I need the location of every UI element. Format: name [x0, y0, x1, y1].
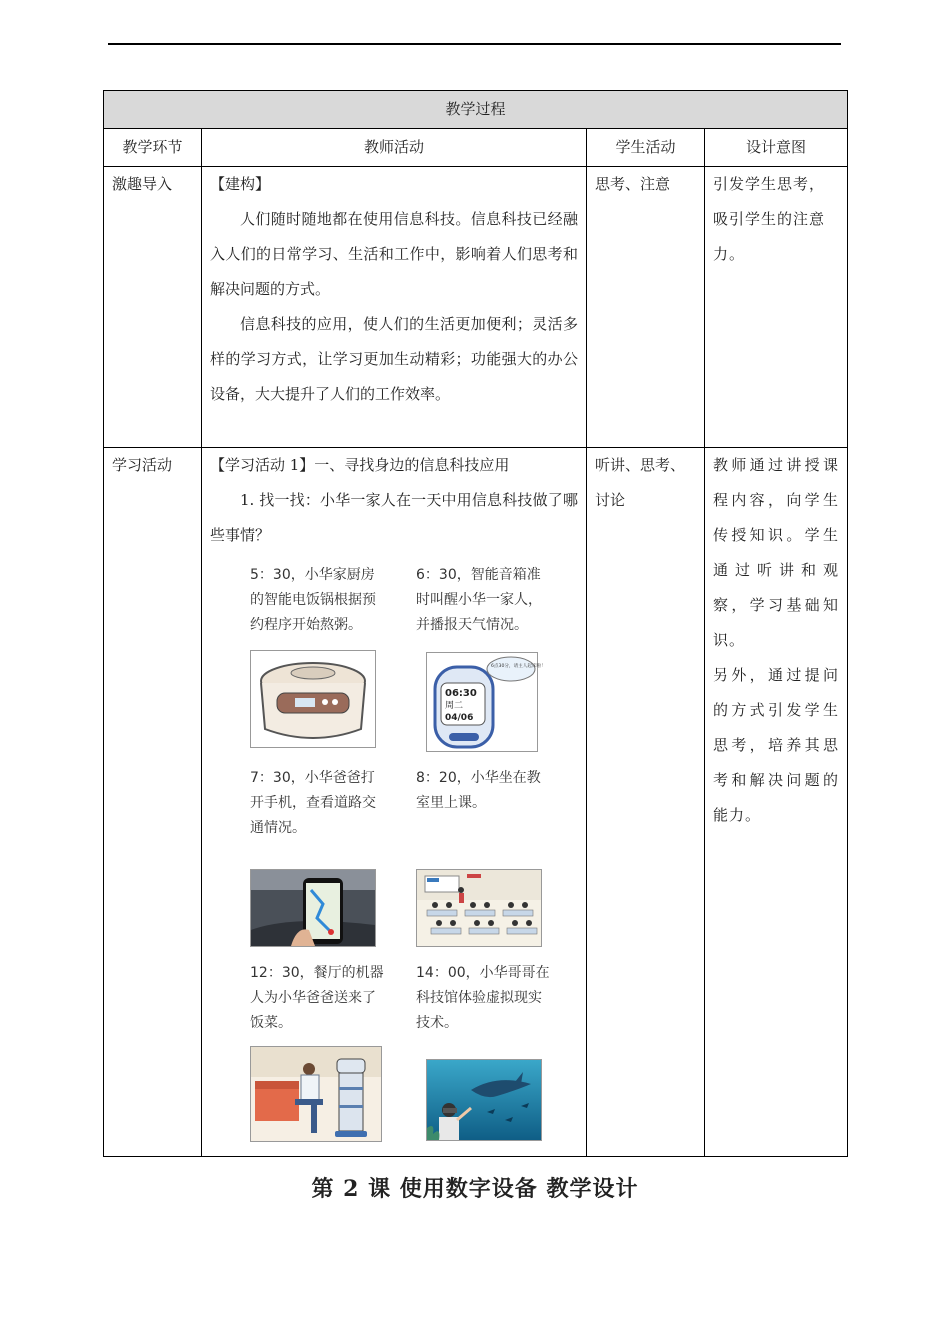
smart-speaker-icon [426, 652, 546, 752]
phone-map-icon [250, 869, 376, 947]
table-row [104, 167, 848, 448]
speaker-time: 06:30 [445, 688, 477, 699]
illustration-caption: 5：30，小华家厨房的智能电饭锅根据预约程序开始熬粥。 [250, 567, 376, 633]
column-headers [104, 129, 848, 167]
lesson-title: 第 2 课 使用数字设备 教学设计 [311, 1176, 639, 1202]
col-header-intent: 设计意图 [705, 129, 848, 167]
intent-cell: 引发学生思考，吸引学生的注意力。 [705, 167, 848, 448]
header-rule [108, 43, 841, 45]
speaker-day: 周二 [445, 701, 464, 711]
col-header-teacher: 教师活动 [202, 129, 587, 167]
section-heading: 【建构】 [210, 175, 271, 193]
speaker-date: 04/06 [445, 713, 474, 723]
student-cell: 思考、注意 [587, 167, 705, 448]
activity-illustrations [250, 563, 578, 1156]
illustration-caption: 6：30，智能音箱准时叫醒小华一家人，并播报天气情况。 [416, 567, 542, 633]
paragraph: 另外，通过提问的方式引发学生思考，培养其思考和解决问题的能力。 [713, 666, 840, 824]
vr-dolphin-icon [426, 1059, 542, 1141]
paragraph: 人们随时随地都在使用信息科技。信息科技已经融入人们的日常学习、生活和工作中，影响着人们思考和解决问题的方式。 [210, 210, 578, 298]
illustration-card [416, 563, 582, 766]
table-title: 教学过程 [104, 91, 848, 129]
teaching-process-table [103, 90, 848, 1157]
illustration-caption: 7：30，小华爸爸打开手机，查看道路交通情况。 [250, 770, 376, 836]
speaker-bubble: 6点30分，请主人起床啦！ [491, 664, 546, 669]
rice-cooker-icon [250, 650, 376, 748]
illustration-card [416, 766, 582, 961]
paragraph: 信息科技的应用，使人们的生活更加便利；灵活多样的学习方式，让学习更加生动精彩；功能强大的办公设备，大大提升了人们的工作效率。 [210, 315, 578, 403]
illustration-caption: 14：00，小华哥哥在科技馆体验虚拟现实技术。 [416, 965, 550, 1031]
illustration-caption: 12：30，餐厅的机器人为小华爸爸送来了饭菜。 [250, 965, 384, 1031]
illustration-card [250, 563, 416, 766]
robot-waiter-icon [250, 1046, 382, 1142]
teacher-cell [202, 448, 587, 1157]
intent-cell [705, 448, 848, 1157]
question: 1. 找一找：小华一家人在一天中用信息科技做了哪些事情？ [210, 491, 578, 544]
student-cell: 听讲、思考、讨论 [587, 448, 705, 1157]
illustration-card [250, 961, 416, 1156]
illustration-caption: 8：20，小华坐在教室里上课。 [416, 770, 541, 811]
stage-cell: 学习活动 [104, 448, 202, 1157]
classroom-icon [416, 869, 542, 947]
section-heading: 【学习活动 1】一、寻找身边的信息科技应用 [210, 456, 510, 474]
paragraph: 教师通过讲授课程内容，向学生传授知识。学生通过听讲和观察，学习基础知识。 [713, 456, 840, 649]
teacher-cell [202, 167, 587, 448]
illustration-card [250, 766, 416, 961]
illustration-card [416, 961, 582, 1156]
col-header-stage: 教学环节 [104, 129, 202, 167]
table-row [104, 448, 848, 1157]
stage-cell: 激趣导入 [104, 167, 202, 448]
col-header-student: 学生活动 [587, 129, 705, 167]
